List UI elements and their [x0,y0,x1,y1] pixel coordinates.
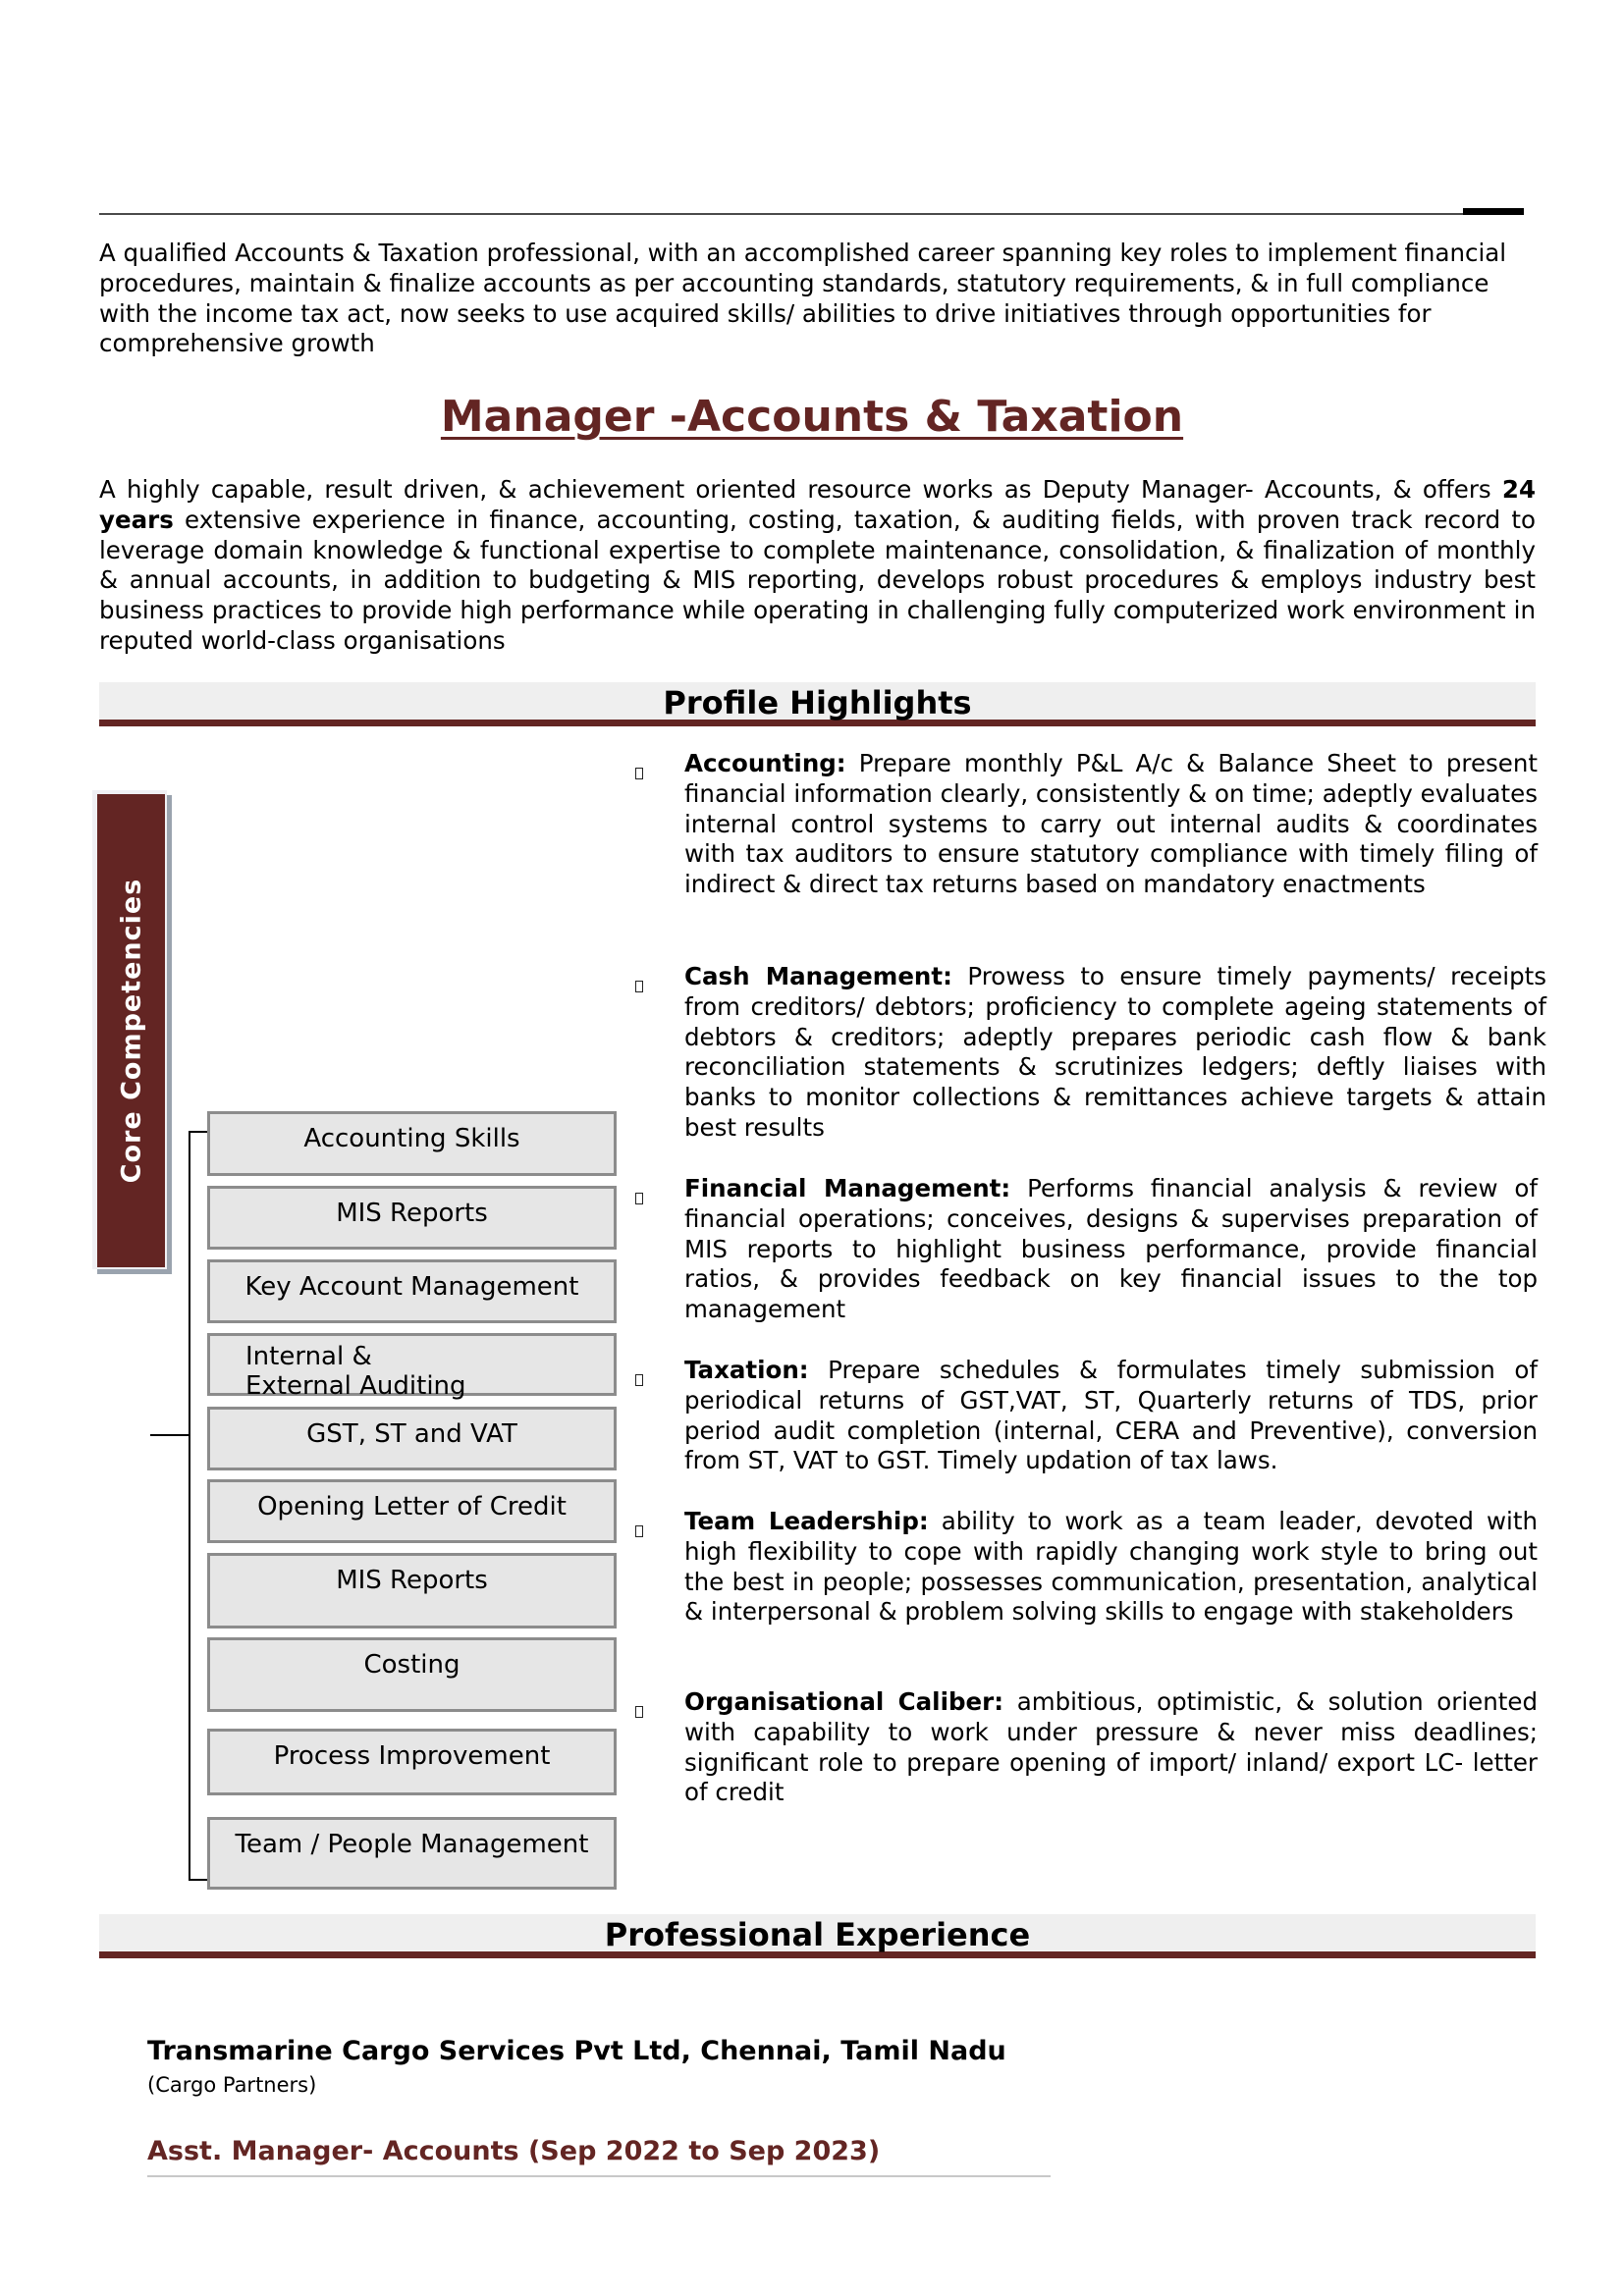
skill-key-account-management: Key Account Management [207,1259,617,1323]
skill-internal-external-auditing [207,1333,617,1401]
job-role: Asst. Manager- Accounts (Sep 2022 to Sep 2023) [147,2136,881,2166]
highlight-organisational-caliber [684,1687,1538,1808]
highlight-text: Prowess to ensure timely payments/ receipts from creditors/ debtors; proficiency to complete ageing statements of debtors & creditors; adeptly prepares periodic cash flow & bank reconciliation statements & scrutinizes ledgers; deftly liaises with banks to monitor collections & remittances achieve targets & attain best results [684,962,1546,1142]
summary-text-1: A highly capable, result driven, & achievement oriented resource works as Deputy Manager- Accounts, & offers [99,475,1502,504]
tree-connector-top [189,1131,207,1133]
core-competencies-panel [92,790,167,1269]
section-title: Profile Highlights [663,684,972,721]
role-divider [147,2175,1051,2177]
highlight-heading: Organisational Caliber: [684,1687,1004,1716]
skill-mis-reports: MIS Reports [207,1186,617,1250]
tree-connector-root [150,1434,189,1436]
skill-label: Internal & External Auditing [245,1342,466,1401]
header-rule [99,213,1524,215]
bullet-icon [635,981,643,992]
highlight-text: ability to work as a team leader, devoted with high flexibility to cope with rapidly changing work style to bring out the best in people; possesses communication, presentation, analytical & interpersonal & problem solving skills to engage with stakeholders [684,1507,1538,1627]
highlight-text: Performs financial analysis & review of financial operations; conceives, designs & supervises preparation of MIS reports to highlight business performance, provide financial ratios, & provides feedback on key financial issues to the top management [684,1174,1539,1324]
highlight-heading: Team Leadership: [684,1507,929,1535]
tree-connector-bottom [189,1879,207,1881]
highlight-team-leadership [684,1507,1538,1628]
page-title [0,388,1624,447]
bullet-icon [635,1193,643,1204]
core-competencies-label: Core Competencies [116,878,146,1184]
tree-connector-vertical [189,1131,190,1881]
bullet-icon [635,768,643,779]
page-title-text: Manager -Accounts & Taxation [440,392,1184,442]
professional-experience-header [99,1914,1536,1958]
highlight-cash-management [684,962,1546,1144]
summary-years: 24 years [99,475,1536,534]
highlight-text: Prepare monthly P&L A/c & Balance Sheet to present financial information clearly, consistently & on time; adeptly evaluates internal control systems to carry out internal audits & coordinates with tax auditors to ensure statutory compliance with timely filing of indirect & direct tax returns based on mandatory enactments [684,749,1538,899]
company-note: (Cargo Partners) [147,2073,317,2097]
highlight-heading: Accounting: [684,749,846,777]
highlight-taxation [684,1356,1538,1476]
skill-gst-st-vat: GST, ST and VAT [207,1407,617,1470]
skill-team-people-management: Team / People Management [207,1817,617,1890]
highlight-text: Prepare schedules & formulates timely submission of periodical returns of GST,VAT, ST, Quarterly returns of TDS, prior period audit completion (internal, CERA and Preventive), conversion from ST, VAT to GST. Timely updation of tax laws. [684,1356,1538,1475]
skill-accounting-skills: Accounting Skills [207,1111,617,1176]
summary-text-2: extensive experience in finance, accounting, costing, taxation, & auditing fields, with proven track record to leverage domain knowledge & functional expertise to complete maintenance, consolidation, & finalization of monthly & annual accounts, in addition to budgeting & MIS reporting, develops robust procedures & employs industry best business practices to provide high performance while operating in challenging fully computerized work environment in reputed world-class organisations [99,505,1536,655]
skill-opening-letter-of-credit: Opening Letter of Credit [207,1479,617,1543]
skill-mis-reports-2: MIS Reports [207,1553,617,1629]
highlight-heading: Financial Management: [684,1174,1011,1202]
highlight-financial-management [684,1174,1538,1325]
intro-paragraph: A qualified Accounts & Taxation professional, with an accomplished career spanning key roles to implement financial procedures, maintain & finalize accounts as per accounting standards, statutory requirements, & in full compliance with the income tax act, now seeks to use acquired skills/ abilities to drive initiatives through opportunities for comprehensive growth [99,239,1507,358]
section-title: Professional Experience [604,1916,1031,1953]
header-accent-bar [1463,208,1524,215]
skill-costing: Costing [207,1637,617,1712]
bullet-icon [635,1374,643,1386]
highlight-heading: Taxation: [684,1356,809,1384]
summary-paragraph [99,475,1536,657]
profile-highlights-header [99,682,1536,726]
bullet-icon [635,1706,643,1718]
company-name: Transmarine Cargo Services Pvt Ltd, Chennai, Tamil Nadu [147,2036,1006,2066]
core-competencies-box [97,794,165,1267]
skill-process-improvement: Process Improvement [207,1729,617,1795]
highlight-heading: Cash Management: [684,962,952,990]
highlight-accounting [684,749,1538,900]
highlight-text: ambitious, optimistic, & solution oriented with capability to work under pressure & never miss deadlines; significant role to prepare opening of import/ inland/ export LC- letter of credit [684,1687,1538,1807]
bullet-icon [635,1525,643,1537]
